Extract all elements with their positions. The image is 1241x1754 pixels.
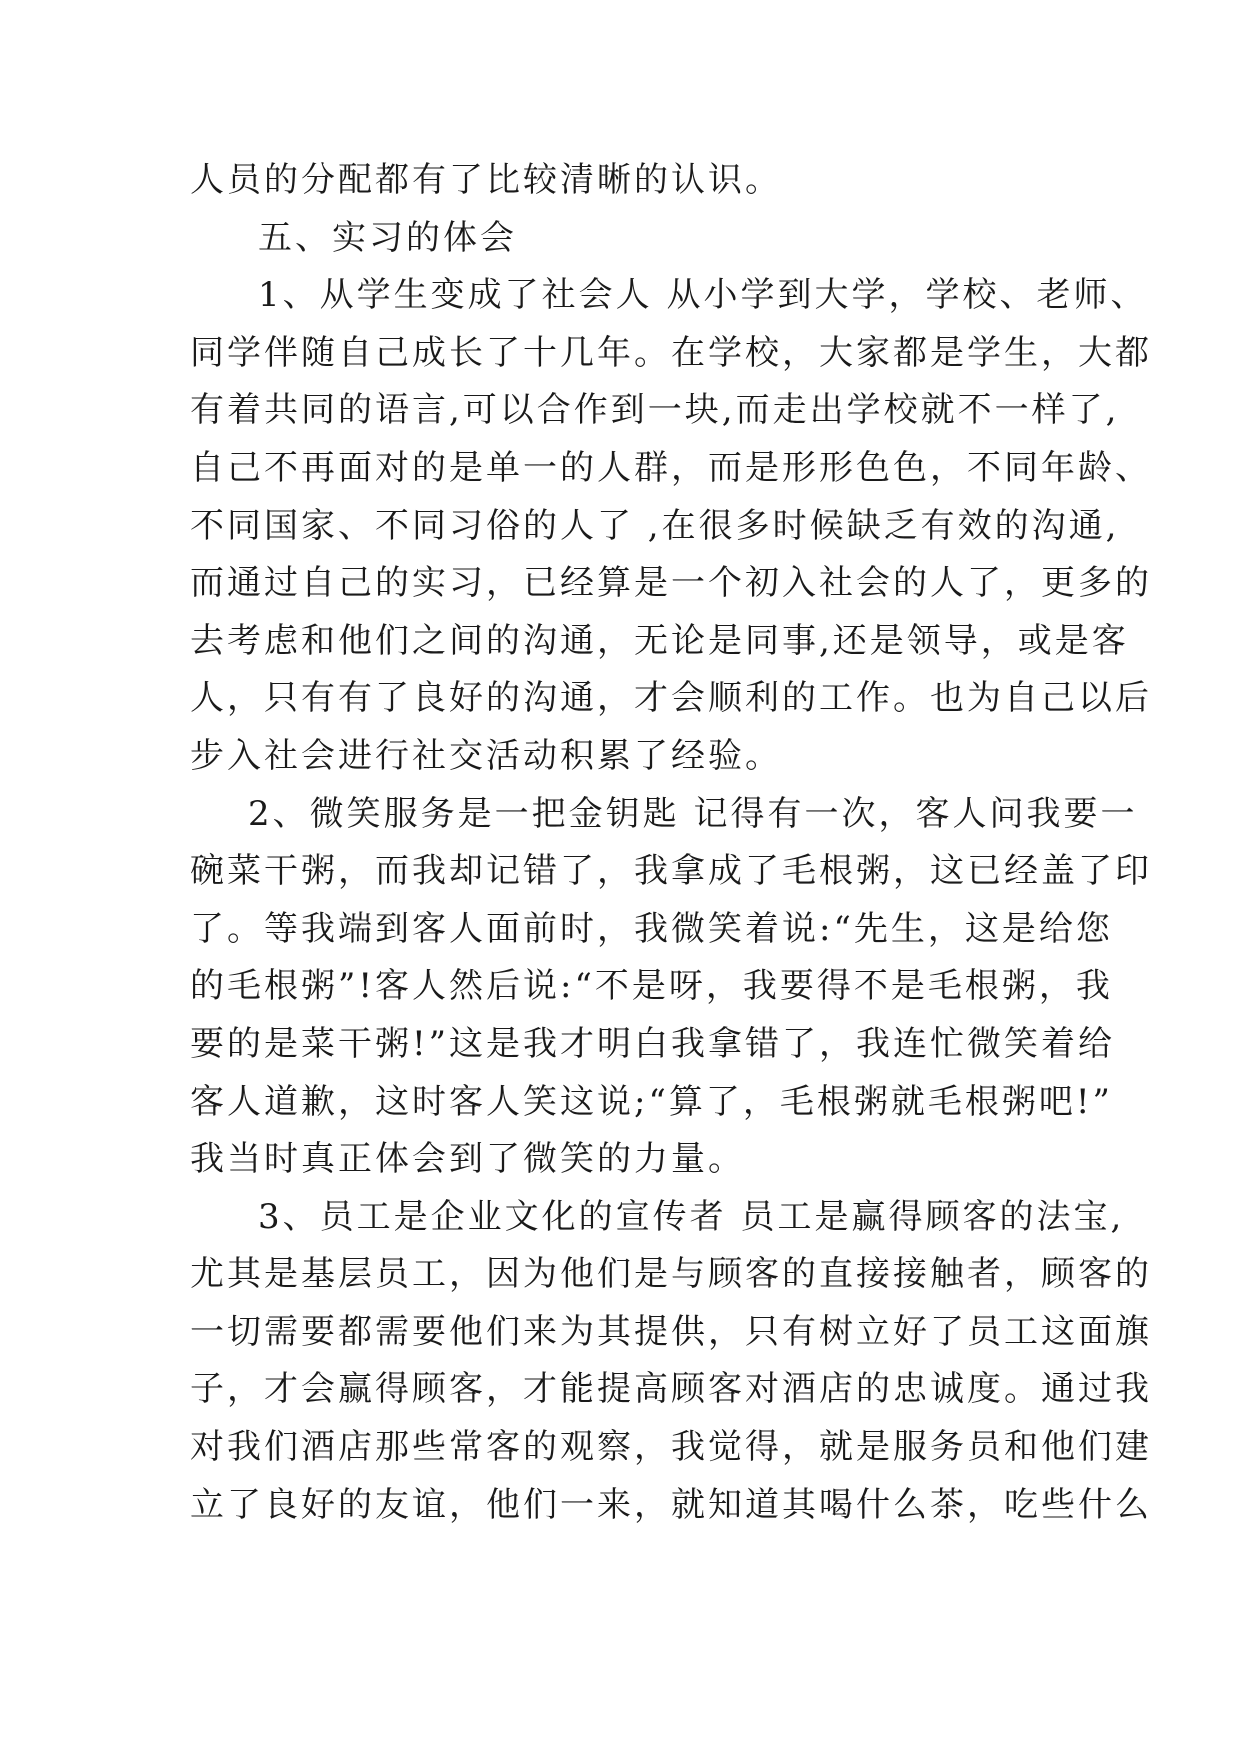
text-line: 去考虑和他们之间的沟通，无论是同事,还是领导，或是客	[190, 620, 1129, 661]
section-heading: 五、实习的体会	[258, 217, 517, 258]
text-line: 子，才会赢得顾客，才能提高顾客对酒店的忠诚度。通过我	[190, 1369, 1152, 1410]
text-line: 我当时真正体会到了微笑的力量。	[190, 1139, 745, 1180]
text-line: 立了良好的友谊，他们一来，就知道其喝什么茶，吃些什么	[190, 1484, 1152, 1525]
text-line: 不同国家、不同习俗的人了 ,在很多时候缺乏有效的沟通,	[190, 505, 1120, 546]
text-line: 碗菜干粥，而我却记错了，我拿成了毛根粥，这已经盖了印	[190, 851, 1152, 892]
document-body	[190, 152, 1152, 1534]
text-line: 自己不再面对的是单一的人群，而是形形色色，不同年龄、	[190, 447, 1152, 488]
text-line: 客人道歉，这时客人笑这说;“算了，毛根粥就毛根粥吧!”	[190, 1081, 1113, 1122]
text-line: 人，只有有了良好的沟通，才会顺利的工作。也为自己以后	[190, 678, 1152, 719]
text-line: 一切需要都需要他们来为其提供，只有树立好了员工这面旗	[190, 1311, 1152, 1352]
text-line: 要的是菜干粥!”这是我才明白我拿错了，我连忙微笑着给	[190, 1023, 1116, 1064]
text-line: 同学伴随自己成长了十几年。在学校，大家都是学生，大都	[190, 332, 1152, 373]
text-line: 步入社会进行社交活动积累了经验。	[190, 735, 782, 776]
text-line: 而通过自己的实习，已经算是一个初入社会的人了，更多的	[190, 563, 1152, 604]
text-line: 对我们酒店那些常客的观察，我觉得，就是服务员和他们建	[190, 1427, 1152, 1468]
text-line: 的毛根粥”!客人然后说:“不是呀，我要得不是毛根粥，我	[190, 966, 1113, 1007]
text-line: 3、员工是企业文化的宣传者 员工是赢得顾客的法宝,	[258, 1196, 1125, 1237]
text-line: 2、微笑服务是一把金钥匙 记得有一次，客人问我要一	[248, 793, 1138, 834]
text-line: 1、从学生变成了社会人 从小学到大学，学校、老师、	[258, 275, 1148, 316]
text-line: 尤其是基层员工，因为他们是与顾客的直接接触者，顾客的	[190, 1254, 1152, 1295]
text-line: 有着共同的语言,可以合作到一块,而走出学校就不一样了,	[190, 390, 1120, 431]
text-line: 人员的分配都有了比较清晰的认识。	[190, 160, 782, 200]
text-line: 了。等我端到客人面前时，我微笑着说:“先生，这是给您	[190, 908, 1113, 949]
